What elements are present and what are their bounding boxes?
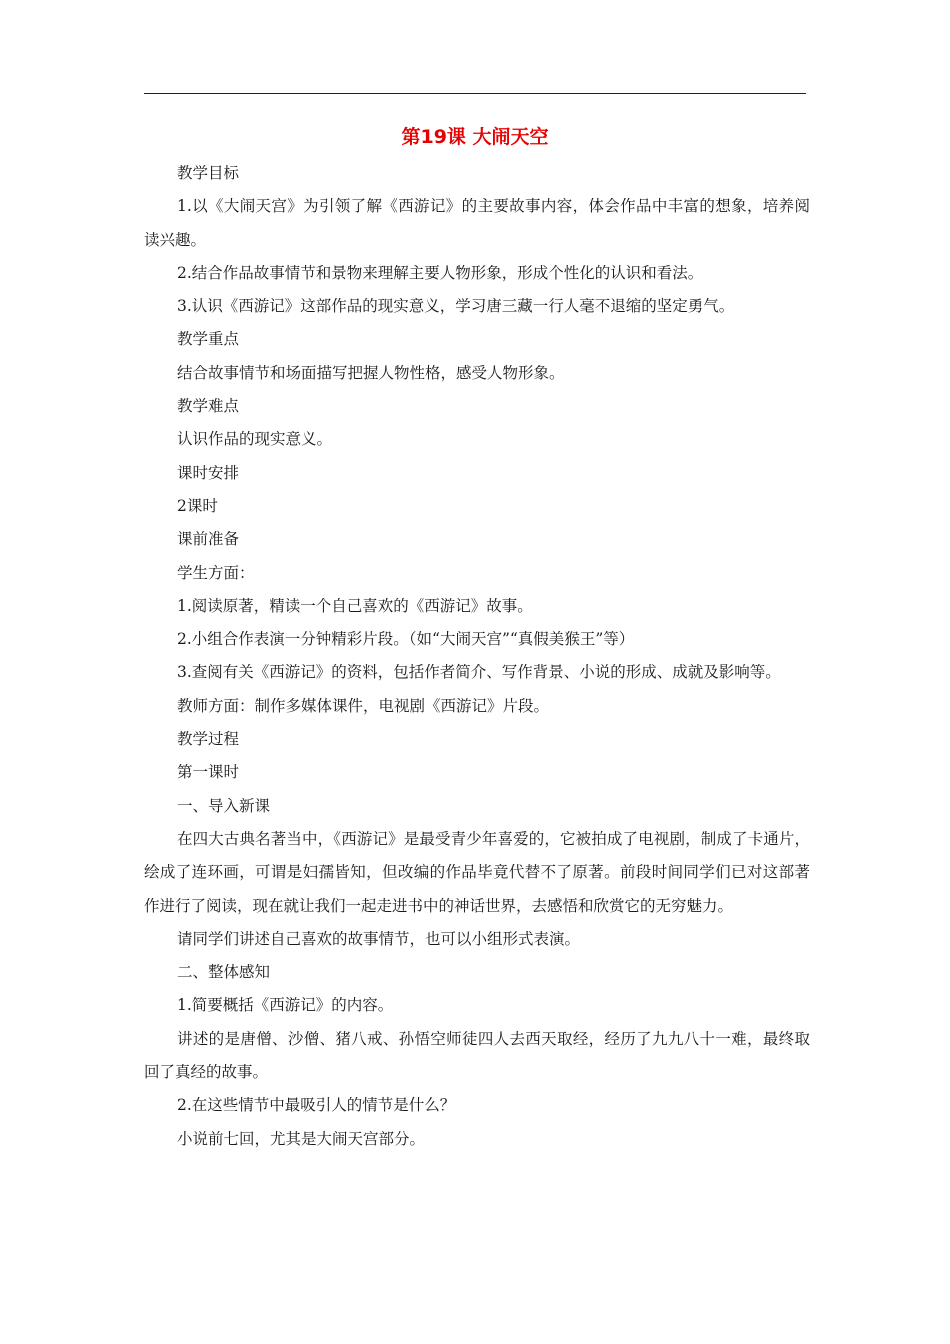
- document-body: [144, 157, 810, 1156]
- section-heading: 教学目标: [177, 164, 240, 182]
- subsection-heading: 二、整体感知: [177, 963, 271, 982]
- list-item: 2.在这些情节中最吸引人的情节是什么？: [177, 1096, 456, 1115]
- list-item: 1.简要概括《西游记》的内容。: [177, 996, 394, 1015]
- header-rule: [144, 93, 806, 94]
- page-title: 第19课 大闹天空: [401, 126, 549, 148]
- paragraph: 请同学们讲述自己喜欢的故事情节，也可以小组形式表演。: [177, 929, 581, 948]
- section-heading: 课时安排: [177, 463, 240, 482]
- section-heading: 课前准备: [177, 530, 240, 549]
- subsection-heading: 一、导入新课: [177, 796, 271, 815]
- objective-item: 2.结合作品故事情节和景物来理解主要人物形象，形成个性化的认识和看法。: [177, 263, 704, 282]
- list-item: 3.查阅有关《西游记》的资料，包括作者简介、写作背景、小说的形成、成就及影响等。: [177, 663, 781, 682]
- list-item: 2.小组合作表演一分钟精彩片段。（如“大闹天宫”“真假美猴王”等）: [177, 630, 635, 649]
- objective-item: 3.认识《西游记》这部作品的现实意义，学习唐三藏一行人毫不退缩的坚定勇气。: [177, 297, 735, 316]
- paragraph: 小说前七回，尤其是大闹天宫部分。: [177, 1129, 426, 1148]
- paragraph: 结合故事情节和场面描写把握人物性格，感受人物形象。: [177, 363, 565, 382]
- paragraph: 讲述的是唐僧、沙僧、猪八戒、孙悟空师徒四人去西天取经，经历了九九八十一难，最终取回了真经的故事。: [144, 1029, 810, 1082]
- objective-item: 1.以《大闹天宫》为引领了解《西游记》的主要故事内容，体会作品中丰富的想象，培养阅读兴趣。: [144, 197, 810, 249]
- subsection-heading: 第一课时: [177, 763, 240, 782]
- subsection-heading: 学生方面：: [177, 563, 255, 582]
- section-heading: 教学难点: [177, 397, 240, 416]
- paragraph: 教师方面：制作多媒体课件，电视剧《西游记》片段。: [177, 696, 550, 715]
- section-heading: 教学过程: [177, 730, 240, 749]
- section-heading: 教学重点: [177, 330, 240, 349]
- paragraph: 在四大古典名著当中，《西游记》是最受青少年喜爱的，它被拍成了电视剧，制成了卡通片，绘成了连环画，可谓是妇孺皆知，但改编的作品毕竟代替不了原著。前段时间同学们已对这部著作进行了阅读，现在就让我们一起走进书中的神话世界，去感悟和欣赏它的无穷魅力。: [144, 829, 810, 915]
- paragraph: 2课时: [177, 496, 218, 515]
- paragraph: 认识作品的现实意义。: [177, 430, 333, 449]
- list-item: 1.阅读原著，精读一个自己喜欢的《西游记》故事。: [177, 596, 533, 615]
